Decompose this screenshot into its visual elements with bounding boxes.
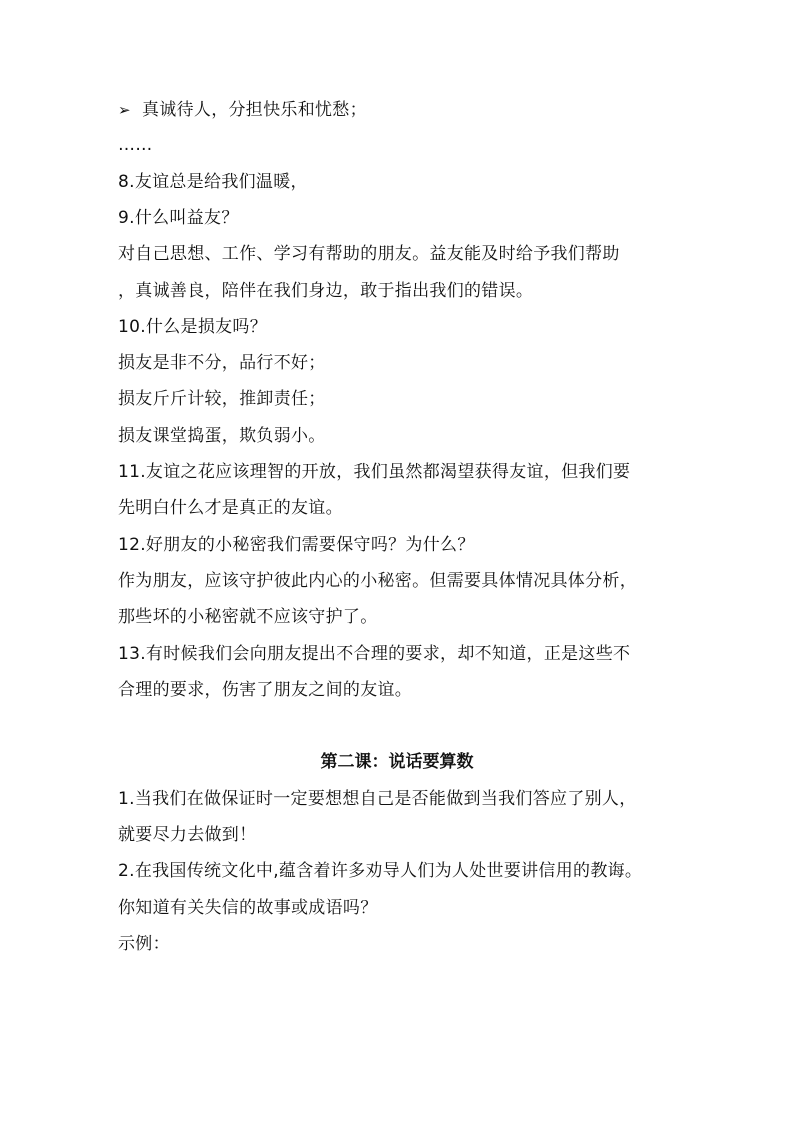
item-12-question: 12.好朋友的小秘密我们需要保守吗？为什么？: [118, 535, 475, 555]
item-9-question: 9.什么叫益友？: [118, 208, 239, 228]
item-8-question: 8.友谊总是给我们温暖，: [118, 172, 308, 192]
item-9-answer-line-1: 对自己思想、工作、学习有帮助的朋友。益友能及时给予我们帮助: [118, 244, 620, 264]
lesson2-item-1-line-1: 1.当我们在做保证时一定要想想自己是否能做到当我们答应了别人，: [118, 789, 637, 809]
example-label: 示例：: [118, 934, 170, 954]
item-12-answer-line-1: 作为朋友，应该守护彼此内心的小秘密。但需要具体情况具体分析，: [118, 571, 637, 591]
bullet-arrow-icon: ➢: [118, 101, 131, 119]
item-10-answer-1: 损友是非不分，品行不好；: [118, 353, 326, 373]
item-13-line-2: 合理的要求，伤害了朋友之间的友谊。: [118, 680, 413, 700]
bullet-text: 真诚待人，分担快乐和忧愁；: [142, 100, 367, 120]
item-9-answer-line-2: ，真诚善良，陪伴在我们身边，敢于指出我们的错误。: [118, 281, 534, 301]
ellipsis-line: ……: [118, 135, 153, 155]
item-10-answer-2: 损友斤斤计较，推卸责任；: [118, 389, 326, 409]
bullet-line: [118, 99, 367, 121]
item-13-line-1: 13.有时候我们会向朋友提出不合理的要求，却不知道，正是这些不: [118, 644, 631, 664]
item-11-line-2: 先明白什么才是真正的友谊。: [118, 498, 343, 518]
section-title: 第二课：说话要算数: [320, 752, 474, 772]
item-12-answer-line-2: 那些坏的小秘密就不应该守护了。: [118, 607, 378, 627]
lesson2-item-1-line-2: 就要尽力去做到！: [118, 825, 257, 845]
item-10-question: 10.什么是损友吗？: [118, 317, 268, 337]
item-10-answer-3: 损友课堂捣蛋，欺负弱小。: [118, 426, 326, 446]
item-11-line-1: 11.友谊之花应该理智的开放，我们虽然都渴望获得友谊，但我们要: [118, 462, 631, 482]
lesson2-item-2-line-1: 2.在我国传统文化中,蕴含着许多劝导人们为人处世要讲信用的教诲。: [118, 861, 643, 881]
lesson2-item-2-line-2: 你知道有关失信的故事或成语吗？: [118, 898, 378, 918]
